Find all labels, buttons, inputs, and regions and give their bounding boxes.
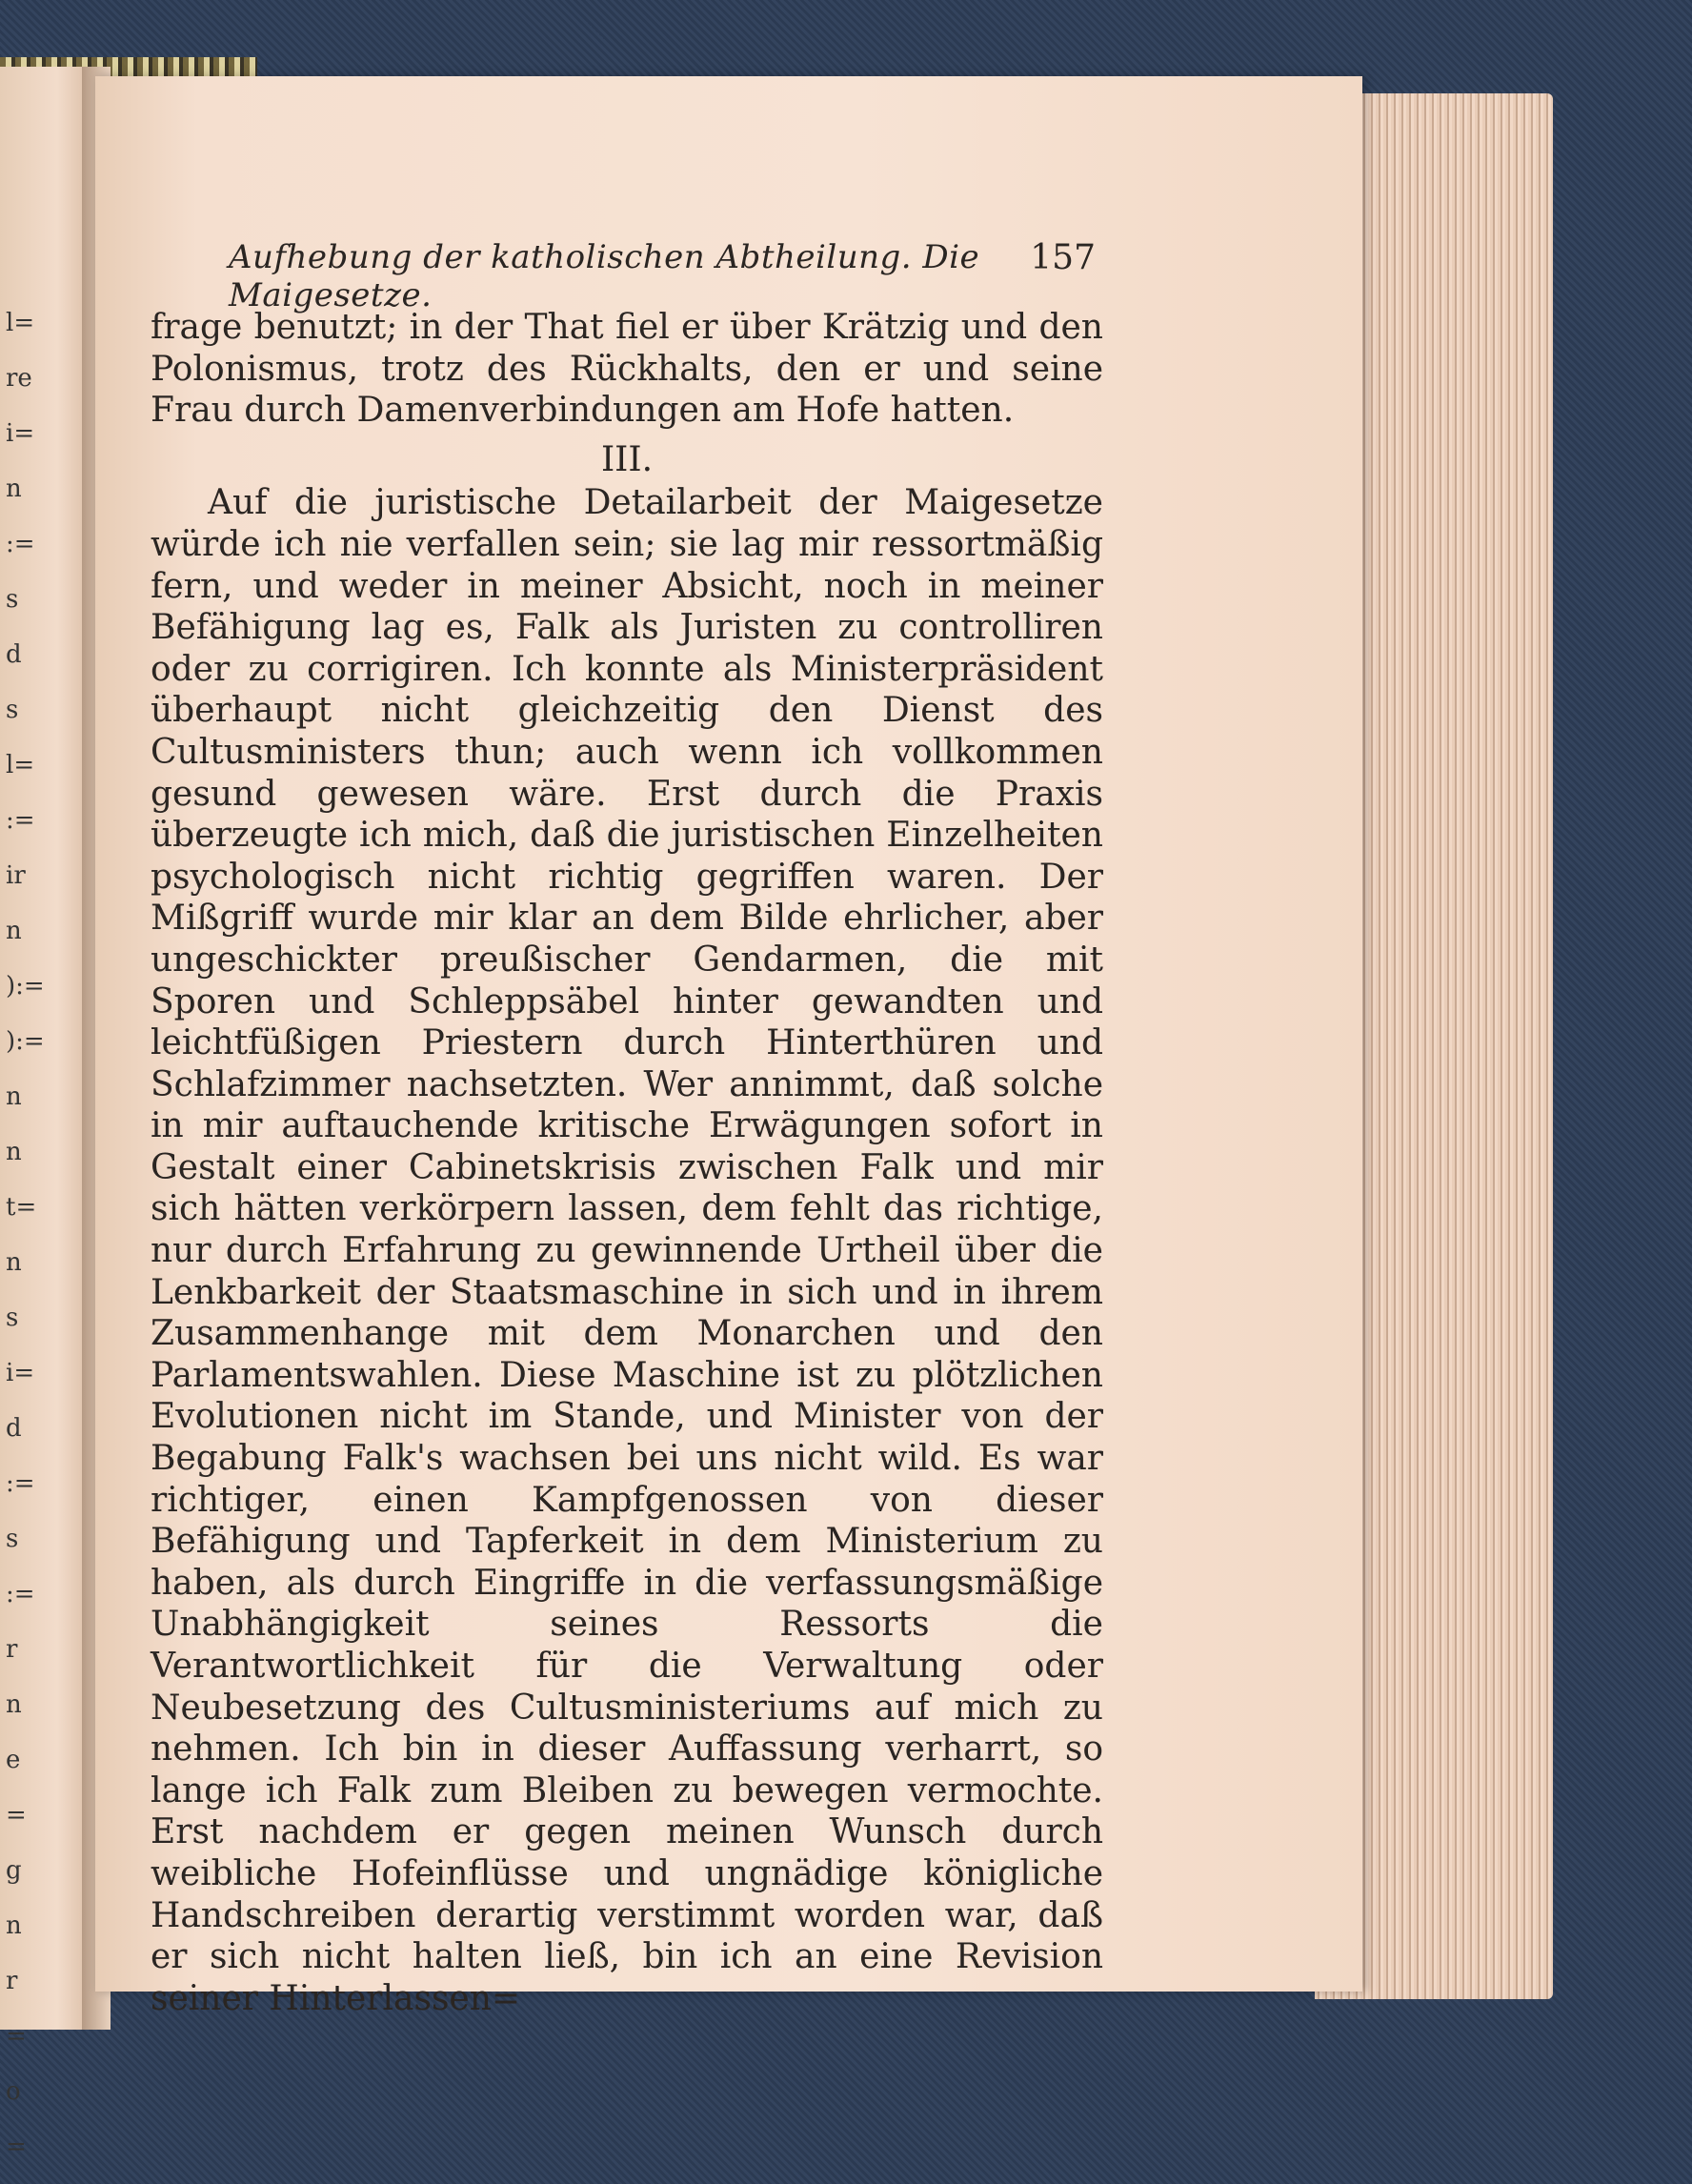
margin-fragment: d — [6, 1414, 22, 1443]
margin-fragment: s — [6, 1525, 19, 1553]
margin-fragment: ir — [6, 861, 26, 890]
margin-fragment: ):= — [6, 972, 45, 1001]
page-body — [151, 307, 1103, 2019]
margin-fragment: s — [6, 696, 19, 724]
margin-fragment: n — [6, 1248, 22, 1277]
margin-fragment: i= — [6, 419, 35, 448]
margin-fragment: s — [6, 1304, 19, 1332]
margin-fragment: l= — [6, 309, 35, 337]
margin-fragment: r — [6, 1635, 18, 1664]
margin-fragment: n — [6, 1911, 22, 1940]
margin-fragment: g — [6, 1856, 22, 1885]
margin-fragment: n — [6, 1690, 22, 1719]
margin-fragment: = — [6, 2022, 27, 2051]
section-heading: III. — [600, 439, 654, 479]
margin-fragment: re — [6, 364, 32, 393]
running-head — [229, 238, 1096, 314]
margin-fragment: n — [6, 475, 22, 503]
margin-fragment: e — [6, 1746, 21, 1774]
margin-fragment: := — [6, 806, 35, 835]
left-page — [0, 67, 95, 2161]
paragraph: Auf die juristische Detailarbeit der Maigesetze würde ich nie verfallen sein; sie lag mir ressortmäßig fern, und weder in meiner Absicht, noch in meiner Befähigung lag es, Falk als Juristen zu controlliren oder zu corrigiren. Ich konnte als Ministerpräsident überhaupt nicht gleichzeitig den Dienst des Cultusministers thun; auch wenn ich vollkommen gesund gewesen wäre. Erst durch die Praxis überzeugte ich mich, daß die juristischen Einzelheiten psychologisch nicht richtig gegriffen waren. Der Mißgriff wurde mir klar an dem Bilde ehrlicher, aber ungeschickter preußischer Gendarmen, die mit Sporen und Schleppsäbel hinter gewandten und leichtfüßigen Priestern durch Hinterthüren und Schlafzimmer nachsetzten. Wer annimmt, daß solche in mir auftauchende kritische Erwägungen sofort in Gestalt einer Cabinetskrisis zwischen Falk und mir sich hätten verkörpern lassen, dem fehlt das richtige, nur durch Erfahrung zu gewinnende Urtheil über die Lenkbarkeit der Staatsmaschine in sich und in ihrem Zusammenhange mit dem Monarchen und den Parlamentswahlen. Diese Maschine ist zu plötzlichen Evolutionen nicht im Stande, und Minister von der Begabung Falk's wachsen bei uns nicht wild. Es war richtiger, einen Kampfgenossen von dieser Befähigung und Tapferkeit in dem Ministerium zu haben, als durch Eingriffe in die verfassungsmäßige Unabhängigkeit seines Ressorts die Verantwortlichkeit für die Verwaltung oder Neubesetzung des Cultusministeriums auf mich zu nehmen. Ich bin in dieser Auffassung verharrt, so lange ich Falk zum Bleiben zu bewegen vermochte. Erst nachdem er gegen meinen Wunsch durch weibliche Hofeinflüsse und ungnädige königliche Handschreiben derartig verstimmt worden war, daß er sich nicht halten ließ, bin ich an eine Revision seiner Hinterlassen= — [151, 483, 1103, 2018]
left-page-margin-fragments — [6, 295, 44, 2174]
margin-fragment: n — [6, 1138, 22, 1166]
margin-fragment: ):= — [6, 1027, 45, 1056]
margin-fragment: r — [6, 1967, 18, 1995]
margin-fragment: = — [6, 2133, 27, 2161]
margin-fragment: n — [6, 917, 22, 945]
margin-fragment: := — [6, 530, 35, 558]
continued-paragraph: frage benutzt; in der That fiel er über Krätzig und den Polonismus, trotz des Rückhalts, den er und seine Frau durch Damenverbindungen am Hofe hatten. — [151, 308, 1103, 431]
margin-fragment: s — [6, 585, 19, 614]
margin-fragment: i= — [6, 1359, 35, 1387]
margin-fragment: l= — [6, 751, 35, 779]
margin-fragment: := — [6, 1580, 35, 1608]
page-number: 157 — [1030, 238, 1096, 277]
margin-fragment: n — [6, 1082, 22, 1111]
margin-fragment: t= — [6, 1193, 37, 1222]
margin-fragment: d — [6, 640, 22, 669]
running-head-title: Aufhebung der katholischen Abtheilung. Die Maigesetze. — [229, 238, 980, 314]
margin-fragment: := — [6, 1469, 35, 1498]
margin-fragment: = — [6, 1801, 27, 1830]
margin-fragment: o — [6, 2077, 21, 2106]
